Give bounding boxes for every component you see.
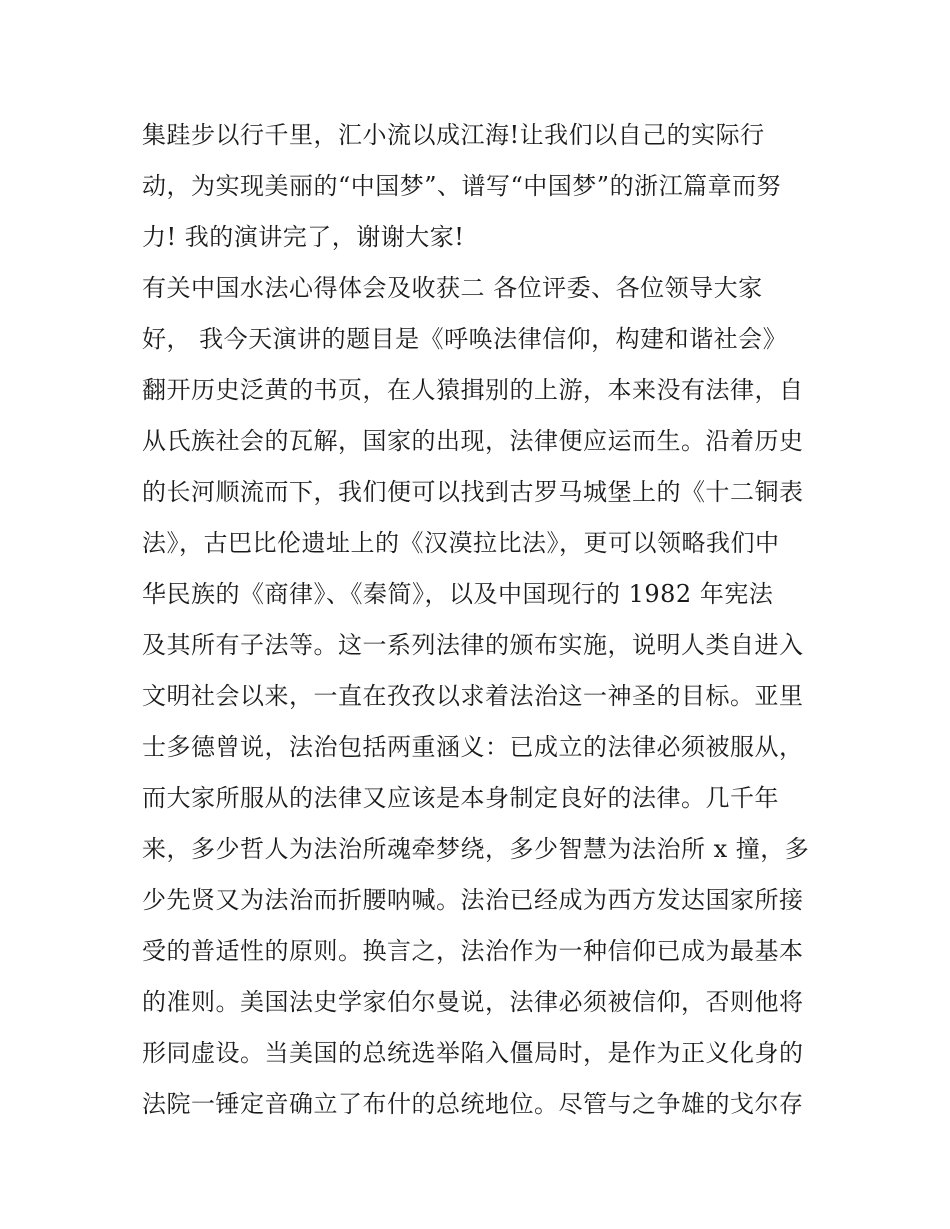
text-line: 法》，古巴比伦遗址上的《汉漠拉比法》，更可以领略我们中 [142, 529, 780, 557]
text-line: 士多德曾说，法治包括两重涵义：已成立的法律必须被服从， [142, 733, 804, 761]
text-line: 法院一锤定音确立了布什的总统地位。尽管与之争雄的戈尔存 [142, 1090, 804, 1118]
text-line: 的长河顺流而下，我们便可以找到古罗马城堡上的《十二铜表 [142, 478, 804, 506]
text-line: 华民族的《商律》、《秦简》，以及中国现行的 1982 年宪法 [142, 580, 774, 608]
text-line: 动，为实现美丽的“中国梦”、谱写“中国梦”的浙江篇章而努 [142, 172, 782, 200]
text-line: 有关中国水法心得体会及收获二 各位评委、各位领导大家 [142, 274, 763, 302]
text-line: 的准则。美国法史学家伯尔曼说，法律必须被信仰，否则他将 [142, 988, 804, 1016]
text-line: 受的普适性的原则。换言之，法治作为一种信仰已成为最基本 [142, 937, 804, 965]
text-line: 好， 我今天演讲的题目是《呼唤法律信仰，构建和谐社会》 [142, 325, 788, 353]
text-line: 文明社会以来，一直在孜孜以求着法治这一神圣的目标。亚里 [142, 682, 804, 710]
text-line: 来，多少哲人为法治所魂牵梦绕，多少智慧为法治所 x 撞，多 [142, 835, 810, 863]
text-line: 集跬步以行千里，汇小流以成江海!让我们以自己的实际行 [142, 121, 765, 149]
text-line: 而大家所服从的法律又应该是本身制定良好的法律。几千年 [142, 784, 779, 812]
text-line: 从氏族社会的瓦解，国家的出现，法律便应运而生。沿着历史 [142, 427, 804, 455]
text-line: 少先贤又为法治而折腰呐喊。法治已经成为西方发达国家所接 [142, 886, 804, 914]
body-text [142, 110, 822, 1130]
text-line: 形同虚设。当美国的总统选举陷入僵局时，是作为正义化身的 [142, 1039, 804, 1067]
text-line: 力! 我的演讲完了，谢谢大家! [142, 223, 465, 251]
text-line: 及其所有子法等。这一系列法律的颁布实施，说明人类自进入 [142, 631, 804, 659]
text-line: 翻开历史泛黄的书页，在人猿揖别的上游，本来没有法律，自 [142, 376, 804, 404]
